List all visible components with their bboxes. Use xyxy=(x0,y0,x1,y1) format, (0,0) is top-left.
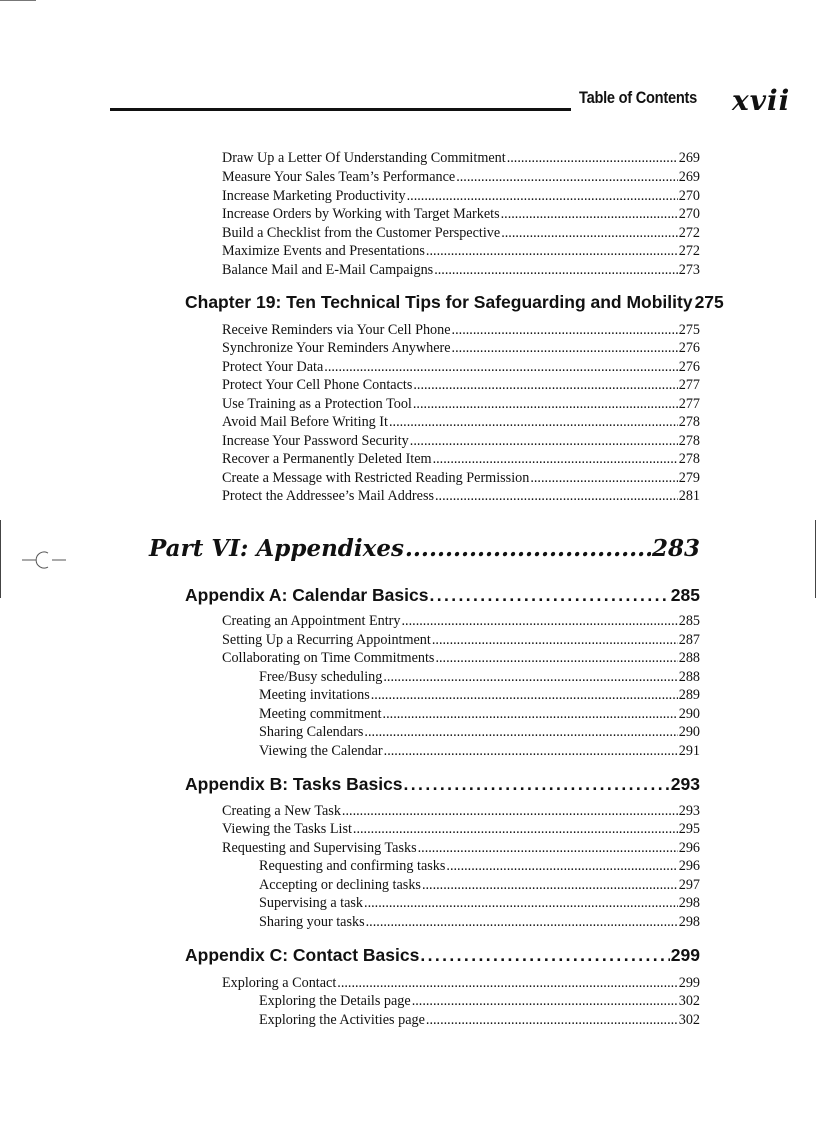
toc-entry[interactable]: Requesting and Supervising Tasks ..... 296 xyxy=(222,840,700,857)
toc-page: 279 xyxy=(678,470,700,486)
dot-leader xyxy=(337,975,677,992)
toc-page: 269 xyxy=(678,169,700,185)
dot-leader xyxy=(412,993,678,1010)
toc-chapter-heading[interactable]: Appendix C: Contact Basics ..... 299 xyxy=(185,945,700,966)
toc-subentry[interactable]: Sharing your tasks ..... 298 xyxy=(259,914,700,931)
toc-entry[interactable]: Creating a New Task ..... 293 xyxy=(222,803,700,820)
dot-leader xyxy=(413,396,678,413)
dot-leader xyxy=(452,322,678,339)
toc-subentry[interactable]: Supervising a task ..... 298 xyxy=(259,895,700,912)
toc-entry[interactable]: Draw Up a Letter Of Understanding Commitment ..... 269 xyxy=(222,150,700,167)
toc-entry[interactable]: Increase Orders by Working with Target Markets ..... 270 xyxy=(222,206,700,223)
dot-leader xyxy=(446,858,677,875)
dot-leader xyxy=(501,225,678,242)
toc-page: 270 xyxy=(678,206,700,222)
toc-entry[interactable]: Setting Up a Recurring Appointment ..... 287 xyxy=(222,632,700,649)
toc-page: 275 xyxy=(694,292,724,312)
toc-page: 293 xyxy=(678,803,700,819)
dot-leader xyxy=(404,774,670,795)
dot-leader xyxy=(422,877,678,894)
toc-page: 273 xyxy=(678,262,700,278)
toc-subentry[interactable]: Exploring the Activities page ..... 302 xyxy=(259,1012,700,1029)
toc-part-heading[interactable]: Part VI: Appendixes ..... 283 xyxy=(149,535,700,562)
dot-leader xyxy=(405,535,651,562)
dot-leader xyxy=(507,150,678,167)
dot-leader xyxy=(413,377,677,394)
registration-mark-icon xyxy=(22,545,66,575)
toc-entry[interactable]: Measure Your Sales Team’s Performance ..... 269 xyxy=(222,169,700,186)
running-header-title: Table of Contents xyxy=(579,88,697,107)
toc-page: 275 xyxy=(678,322,700,338)
dot-leader xyxy=(420,945,669,966)
toc-entry[interactable]: Use Training as a Protection Tool ..... 277 xyxy=(222,396,700,413)
toc-chapter-heading[interactable]: Appendix B: Tasks Basics ..... 293 xyxy=(185,774,700,795)
toc-subentry[interactable]: Accepting or declining tasks ..... 297 xyxy=(259,877,700,894)
toc-chapter-heading[interactable]: Chapter 19: Ten Technical Tips for Safeguarding and Mobility 275 xyxy=(185,292,724,312)
dot-leader xyxy=(410,433,678,450)
toc-entry[interactable]: Increase Marketing Productivity ..... 270 xyxy=(222,188,700,205)
toc-page: 296 xyxy=(678,840,700,856)
toc-page: 272 xyxy=(678,243,700,259)
toc-entry[interactable]: Viewing the Tasks List ..... 295 xyxy=(222,821,700,838)
toc-page: 291 xyxy=(678,743,700,759)
dot-leader xyxy=(371,687,678,704)
dot-leader xyxy=(456,169,678,186)
toc-page: 290 xyxy=(678,724,700,740)
running-header-page-number: xvii xyxy=(732,84,791,117)
toc-entry[interactable]: Receive Reminders via Your Cell Phone ..... 275 xyxy=(222,322,700,339)
toc-entry[interactable]: Protect Your Data ..... 276 xyxy=(222,359,700,376)
dot-leader xyxy=(429,585,669,606)
dot-leader xyxy=(389,414,678,431)
toc-subentry[interactable]: Free/Busy scheduling ..... 288 xyxy=(259,669,700,686)
toc-page: 298 xyxy=(678,895,700,911)
dot-leader xyxy=(452,340,678,357)
dot-leader xyxy=(530,470,677,487)
toc-page: 277 xyxy=(678,377,700,393)
dot-leader xyxy=(324,359,677,376)
dot-leader xyxy=(433,451,678,468)
toc-page: 278 xyxy=(678,433,700,449)
toc-entry[interactable]: Collaborating on Time Commitments ..... 288 xyxy=(222,650,700,667)
crop-mark-left xyxy=(0,520,1,598)
toc-page: 276 xyxy=(678,340,700,356)
toc-entry[interactable]: Synchronize Your Reminders Anywhere ..... 276 xyxy=(222,340,700,357)
toc-page: 299 xyxy=(678,975,700,991)
dot-leader xyxy=(342,803,678,820)
dot-leader xyxy=(383,706,678,723)
toc-subentry[interactable]: Sharing Calendars ..... 290 xyxy=(259,724,700,741)
toc-entry[interactable]: Protect the Addressee’s Mail Address ..... 281 xyxy=(222,488,700,505)
toc-subentry[interactable]: Meeting invitations ..... 289 xyxy=(259,687,700,704)
toc-page: 298 xyxy=(678,914,700,930)
dot-leader xyxy=(402,613,678,630)
toc-subentry[interactable]: Requesting and confirming tasks ..... 296 xyxy=(259,858,700,875)
toc-page: 276 xyxy=(678,359,700,375)
dot-leader xyxy=(364,724,677,741)
dot-leader xyxy=(364,895,678,912)
toc-page: 296 xyxy=(678,858,700,874)
crop-mark-top xyxy=(0,0,36,1)
toc-page: 289 xyxy=(678,687,700,703)
toc-entry[interactable]: Recover a Permanently Deleted Item ..... 278 xyxy=(222,451,700,468)
toc-page: 285 xyxy=(678,613,700,629)
toc-page: 297 xyxy=(678,877,700,893)
dot-leader xyxy=(366,914,678,931)
toc-page: 287 xyxy=(678,632,700,648)
toc-entry[interactable]: Create a Message with Restricted Reading Permission ..... 279 xyxy=(222,470,700,487)
dot-leader xyxy=(418,840,678,857)
dot-leader xyxy=(434,262,678,279)
toc-page: 278 xyxy=(678,451,700,467)
dot-leader xyxy=(501,206,678,223)
toc-page: 281 xyxy=(678,488,700,504)
toc-entry[interactable]: Increase Your Password Security ..... 278 xyxy=(222,433,700,450)
toc-page: 295 xyxy=(678,821,700,837)
toc-entry[interactable]: Build a Checklist from the Customer Perspective ..... 272 xyxy=(222,225,700,242)
toc-entry[interactable]: Maximize Events and Presentations ..... 272 xyxy=(222,243,700,260)
toc-entry[interactable]: Exploring a Contact ..... 299 xyxy=(222,975,700,992)
toc-subentry[interactable]: Exploring the Details page ..... 302 xyxy=(259,993,700,1010)
toc-entry[interactable]: Creating an Appointment Entry ..... 285 xyxy=(222,613,700,630)
toc-subentry[interactable]: Meeting commitment ..... 290 xyxy=(259,706,700,723)
header-rule xyxy=(110,108,571,111)
toc-page: 288 xyxy=(678,669,700,685)
toc-page: 283 xyxy=(651,535,700,562)
toc-entry[interactable]: Balance Mail and E-Mail Campaigns ..... 273 xyxy=(222,262,700,279)
toc-page: 278 xyxy=(678,414,700,430)
toc-page: 293 xyxy=(670,774,700,794)
dot-leader xyxy=(426,243,678,260)
toc-page: 288 xyxy=(678,650,700,666)
toc-subentry[interactable]: Viewing the Calendar ..... 291 xyxy=(259,743,700,760)
dot-leader xyxy=(353,821,678,838)
toc-page: 299 xyxy=(670,945,700,965)
dot-leader xyxy=(432,632,678,649)
toc-chapter-heading[interactable]: Appendix A: Calendar Basics ..... 285 xyxy=(185,585,700,606)
dot-leader xyxy=(426,1012,678,1029)
dot-leader xyxy=(383,669,677,686)
toc-page: 272 xyxy=(678,225,700,241)
toc-page: 269 xyxy=(678,150,700,166)
toc-page: 285 xyxy=(670,585,700,605)
dot-leader xyxy=(384,743,678,760)
dot-leader xyxy=(435,650,677,667)
toc-entry[interactable]: Protect Your Cell Phone Contacts ..... 277 xyxy=(222,377,700,394)
dot-leader xyxy=(407,188,678,205)
toc-page: 290 xyxy=(678,706,700,722)
toc-page: 302 xyxy=(678,993,700,1009)
toc-page: 302 xyxy=(678,1012,700,1028)
toc-entry[interactable]: Avoid Mail Before Writing It ..... 278 xyxy=(222,414,700,431)
toc-page: 270 xyxy=(678,188,700,204)
toc-page: 277 xyxy=(678,396,700,412)
dot-leader xyxy=(435,488,678,505)
